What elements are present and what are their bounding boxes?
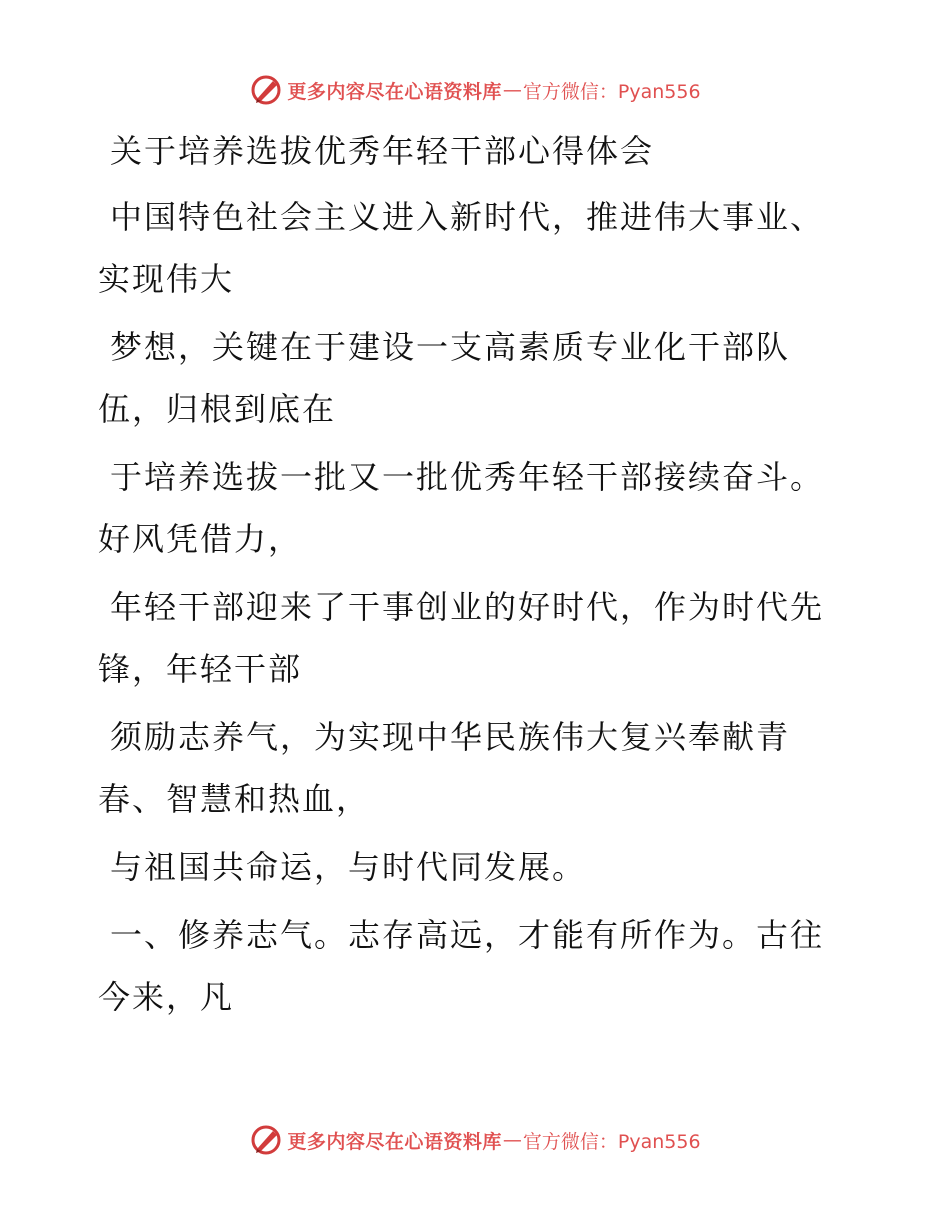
paragraph-line: 伍，归根到底在: [98, 390, 337, 428]
header-watermark: [0, 70, 950, 110]
paragraph: [98, 836, 858, 898]
footer-watermark: [0, 1120, 950, 1160]
paragraph-line: 年轻干部迎来了干事创业的好时代，作为时代先: [110, 588, 825, 626]
paragraph-line: 于培养选拔一批又一批优秀年轻干部接续奋斗。: [110, 458, 825, 496]
banner-separator: —: [502, 1129, 522, 1151]
paragraph: [98, 446, 858, 570]
paragraph-line: 梦想，关键在于建设一支高素质专业化干部队: [110, 328, 791, 366]
paragraph-line: 与祖国共命运，与时代同发展。: [110, 848, 587, 886]
paragraph-line: 锋，年轻干部: [98, 650, 303, 688]
pen-logo-icon: [249, 73, 283, 107]
paragraph: [98, 576, 858, 700]
pen-logo-icon: [249, 1123, 283, 1157]
banner-wechat: 官方微信：Pyan556: [522, 80, 701, 103]
paragraph-line: 须励志养气，为实现中华民族伟大复兴奉献青: [110, 718, 791, 756]
paragraph: [98, 186, 858, 310]
paragraph-line: 好风凭借力，: [98, 520, 303, 558]
paragraph-line: 中国特色社会主义进入新时代，推进伟大事业、: [110, 198, 825, 236]
banner-text: 更多内容尽在心语资料库: [287, 80, 502, 103]
banner-text: 更多内容尽在心语资料库: [287, 1130, 502, 1153]
paragraph: [98, 706, 858, 830]
banner-separator: —: [502, 79, 522, 101]
title-text: 关于培养选拔优秀年轻干部心得体会: [110, 132, 655, 170]
paragraph-line: 春、智慧和热血，: [98, 780, 371, 818]
paragraph: [98, 316, 858, 440]
banner-wechat: 官方微信：Pyan556: [522, 1130, 701, 1153]
document-body: [98, 120, 858, 1028]
document-title: [98, 120, 858, 182]
paragraph-line: 一、修养志气。志存高远，才能有所作为。古往: [110, 916, 825, 954]
paragraph-line: 实现伟大: [98, 260, 235, 298]
paragraph-line: 今来，凡: [98, 978, 235, 1016]
paragraph: [98, 904, 858, 1028]
